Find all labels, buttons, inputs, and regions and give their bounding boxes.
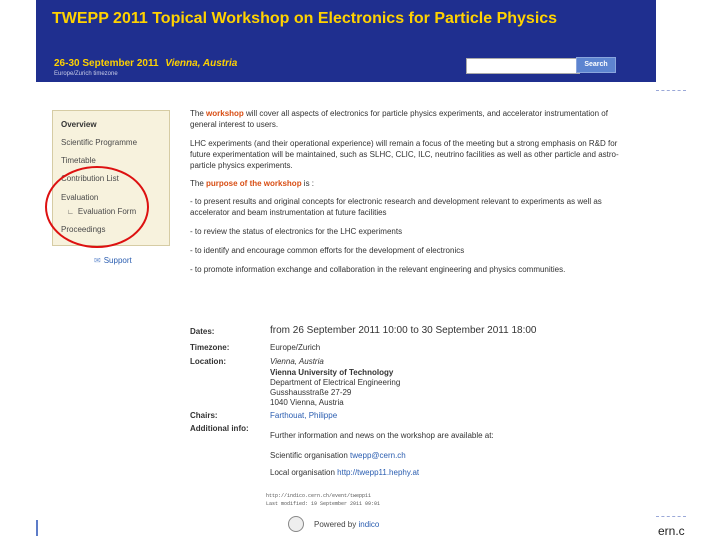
intro-text-pre: The [190, 109, 207, 118]
timezone-label: Timezone: [190, 343, 230, 352]
scientific-organisation-label: Scientific organisation [270, 451, 351, 460]
event-date-line [54, 58, 237, 69]
sidebar-item-scientific-programme[interactable]: Scientific Programme [61, 138, 138, 147]
purpose-bullet: - to present results and original concepts for electronic research and development relevant to experiments as well as accelerator and beam instrumentation at future facilities [190, 197, 602, 217]
event-title: TWEPP 2011 Topical Workshop on Electronics for Particle Physics [52, 10, 558, 27]
purpose-link[interactable]: purpose of the workshop [206, 179, 302, 188]
intro-text-rest: will cover all aspects of electronics for particle physics experiments, and accelerator instrumentation of general interest to users. [190, 109, 608, 129]
purpose-bullet: - to promote information exchange and collaboration in the relevant engineering and physics communities. [190, 265, 566, 274]
scientific-organisation-email[interactable]: twepp@cern.ch [350, 451, 406, 460]
location-university [270, 368, 393, 377]
dates-value: from 26 September 2011 10:00 to 30 September 2011 18:00 [270, 325, 537, 336]
last-modified: Last modified: 19 September 2011 09:01 [266, 501, 381, 507]
additional-info-label: Additional info: [190, 424, 249, 433]
purpose-bullet: - to identify and encourage common efforts for the development of electronics [190, 246, 465, 255]
location-department: Department of Electrical Engineering [270, 378, 401, 387]
decorative-dash [656, 90, 686, 92]
sidebar-item-evaluation[interactable]: Evaluation [61, 193, 99, 202]
event-dates: 26-30 September 2011 [54, 58, 159, 69]
purpose-text-post: is : [301, 179, 315, 188]
event-timezone: Europe/Zurich timezone [54, 71, 118, 77]
support-label: Support [103, 256, 132, 265]
sidebar-item-proceedings[interactable]: Proceedings [61, 225, 106, 234]
local-organisation [270, 468, 419, 477]
event-banner [36, 0, 656, 82]
support-link[interactable] [94, 256, 132, 265]
location-zip: 1040 Vienna, Austria [270, 398, 344, 407]
dates-label: Dates: [190, 327, 215, 336]
sidebar-item-contribution-list[interactable]: Contribution List [61, 174, 119, 183]
purpose-text-pre: The [190, 179, 207, 188]
location-label: Location: [190, 357, 226, 366]
chairs-label: Chairs: [190, 411, 218, 420]
red-annotation-circle [45, 166, 149, 248]
search-button[interactable]: Search [576, 57, 616, 73]
local-organisation-label: Local organisation [270, 468, 338, 477]
indico-link[interactable]: indico [358, 520, 380, 529]
powered-by [314, 520, 379, 529]
decorative-dash [656, 516, 686, 518]
envelope-icon: ✉ [94, 256, 101, 265]
chair-link[interactable]: Farthouat, Philippe [270, 411, 338, 420]
location-street: Gusshausstraße 27-29 [270, 388, 352, 397]
search-input[interactable] [466, 58, 580, 74]
purpose-heading [190, 178, 314, 189]
indico-logo-icon [288, 516, 304, 532]
scientific-organisation [270, 451, 406, 460]
sidebar-item-timetable[interactable]: Timetable [61, 156, 96, 165]
event-place: Vienna, Austria [165, 58, 238, 69]
additional-info-text: Further information and news on the workshop are available at: [270, 431, 494, 440]
university-name: Vienna University of Technology [270, 368, 394, 377]
purpose-bullet: - to review the status of electronics for the LHC experiments [190, 227, 403, 236]
cropped-url-text: ern.c [658, 524, 685, 538]
powered-by-label: Powered by [314, 520, 359, 529]
subitem-arrow-icon: ∟ [67, 209, 74, 216]
sidebar-item-overview[interactable]: Overview [61, 120, 97, 129]
local-organisation-url[interactable]: http://twepp11.hephy.at [337, 468, 420, 477]
intro-paragraph [190, 108, 630, 130]
location-city: Vienna, Austria [270, 357, 324, 366]
left-accent-bar [36, 520, 38, 536]
workshop-link[interactable]: workshop [206, 109, 244, 118]
lhc-paragraph: LHC experiments (and their operational experience) will remain a focus of the meeting but a strong emphasis on R&D for future experimentation will be maintained, such as SLHC, CLIC, ILC, neutrino facilities as well as other particle and astro-particle physics experiments. [190, 139, 619, 170]
timezone-value: Europe/Zurich [270, 343, 321, 352]
sidebar-subitem-label: Evaluation Form [77, 207, 137, 216]
event-url: http://indico.cern.ch/event/twepp11 [266, 493, 372, 499]
